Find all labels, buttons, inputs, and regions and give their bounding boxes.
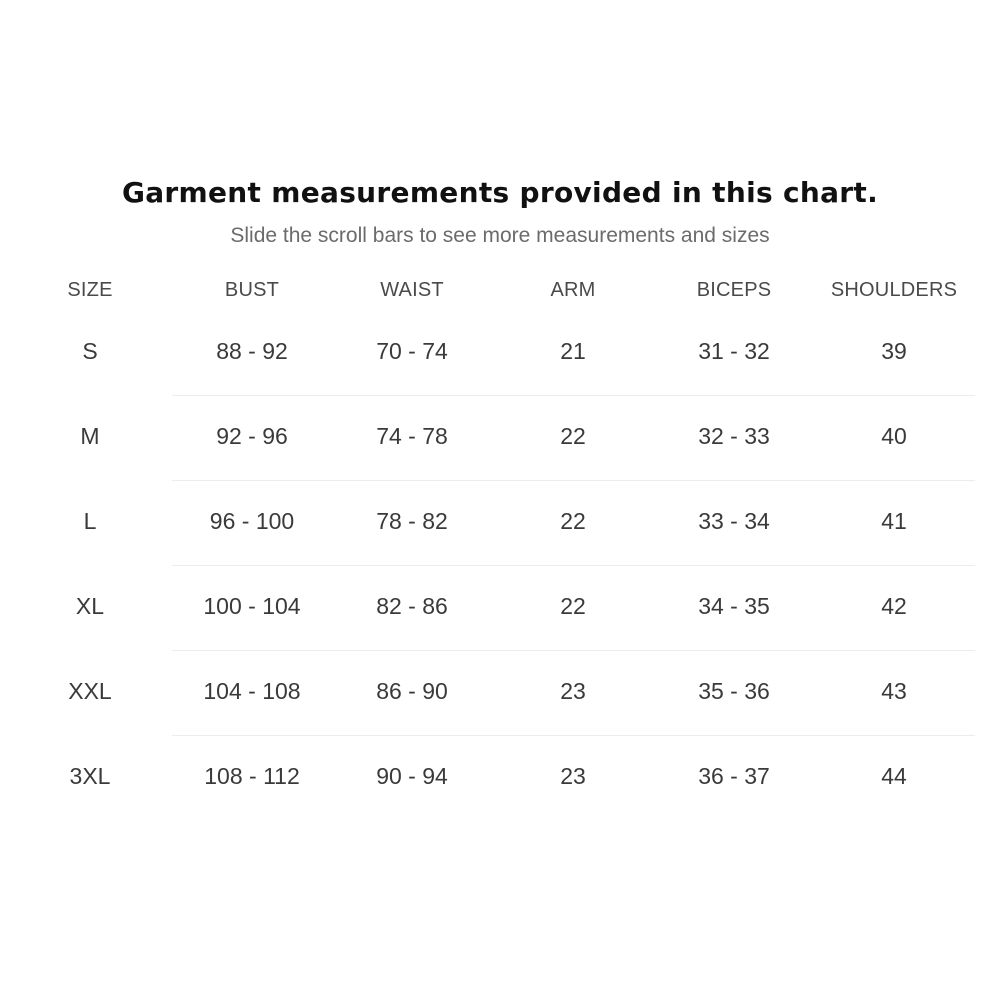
table-row [0, 479, 1000, 564]
cell-arm: 21 [560, 338, 586, 364]
cell-arm: 22 [560, 508, 586, 534]
cell-biceps: 32 - 33 [698, 423, 770, 449]
cell-shoulders: 42 [881, 593, 907, 619]
cell-bust: 88 - 92 [216, 338, 288, 364]
cell-shoulders: 44 [881, 763, 907, 789]
cell-waist: 78 - 82 [376, 508, 448, 534]
cell-size: XL [75, 593, 105, 619]
cell-bust: 100 - 104 [203, 593, 301, 619]
table-row [0, 649, 1000, 734]
page-title: Garment measurements provided in this chart. [121, 176, 879, 209]
cell-biceps: 36 - 37 [698, 763, 770, 789]
table-row [0, 564, 1000, 649]
cell-shoulders: 43 [881, 678, 907, 704]
table-row [0, 394, 1000, 479]
page-subtitle: Slide the scroll bars to see more measurements and sizes [230, 224, 770, 247]
column-header-arm: ARM [550, 279, 596, 301]
cell-bust: 96 - 100 [209, 508, 295, 534]
table-row [0, 734, 1000, 790]
column-header-shoulders: SHOULDERS [830, 279, 958, 301]
cell-waist: 90 - 94 [376, 763, 448, 789]
cell-biceps: 33 - 34 [698, 508, 770, 534]
cell-waist: 74 - 78 [376, 423, 448, 449]
cell-shoulders: 39 [881, 338, 907, 364]
cell-shoulders: 41 [881, 508, 907, 534]
cell-biceps: 31 - 32 [698, 338, 770, 364]
cell-size: XXL [68, 678, 112, 704]
cell-size: S [82, 338, 98, 364]
cell-bust: 108 - 112 [204, 763, 300, 789]
column-header-biceps: BICEPS [696, 279, 772, 301]
cell-biceps: 34 - 35 [698, 593, 770, 619]
cell-arm: 22 [560, 423, 586, 449]
cell-bust: 104 - 108 [203, 678, 301, 704]
cell-biceps: 35 - 36 [698, 678, 770, 704]
cell-size: 3XL [69, 763, 111, 789]
cell-arm: 23 [560, 763, 586, 789]
cell-arm: 22 [560, 593, 586, 619]
column-header-bust: BUST [224, 279, 280, 301]
cell-waist: 86 - 90 [376, 678, 448, 704]
cell-size: L [83, 508, 97, 534]
column-header-size: SIZE [67, 279, 113, 301]
cell-arm: 23 [560, 678, 586, 704]
cell-size: M [80, 423, 100, 449]
cell-bust: 92 - 96 [216, 423, 288, 449]
column-header-waist: WAIST [380, 279, 444, 301]
size-chart-table[interactable] [0, 264, 1000, 790]
table-row [0, 309, 1000, 394]
cell-waist: 82 - 86 [376, 593, 448, 619]
cell-waist: 70 - 74 [376, 338, 448, 364]
cell-shoulders: 40 [881, 423, 907, 449]
